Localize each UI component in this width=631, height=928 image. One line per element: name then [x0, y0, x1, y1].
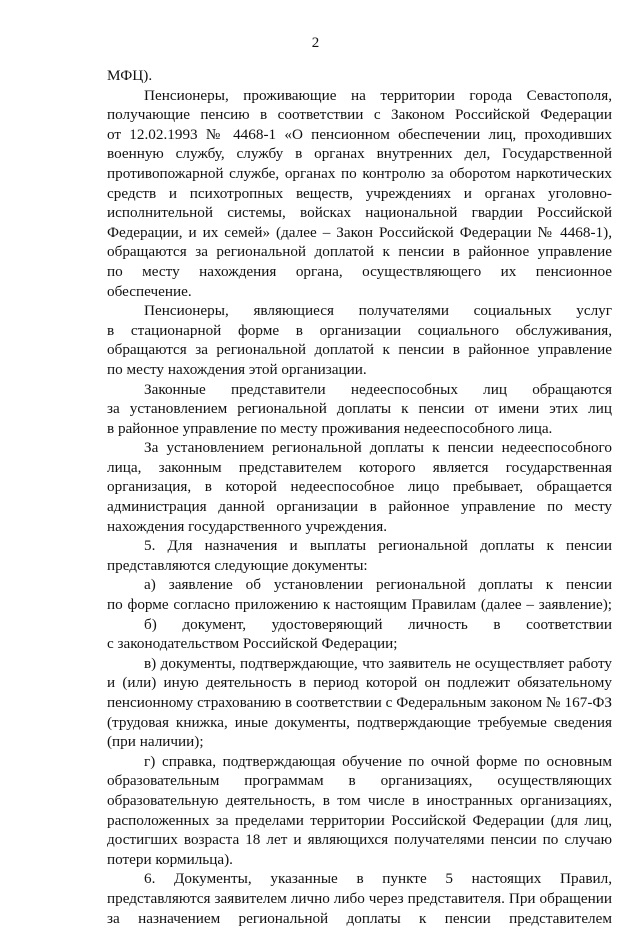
text-line: военную службу, службу в органах внутренних дел, Государственной: [107, 145, 612, 163]
text-line: За установлением региональной доплаты к пенсии недееспособного: [144, 439, 612, 457]
text-line: обращаются за региональной доплатой к пенсии в районное управление: [107, 243, 612, 261]
text-line: г) справка, подтверждающая обучение по очной форме по основным: [144, 752, 612, 770]
text-line: в стационарной форме в организации социального обслуживания,: [107, 321, 612, 339]
text-line: Законные представители недееспособных лиц обращаются: [144, 380, 612, 398]
text-line: расположенных за пределами территории Российской Федерации (для лиц,: [107, 811, 612, 829]
text-line: потери кормильца).: [107, 850, 233, 868]
text-line: 6. Документы, указанные в пункте 5 настоящих Правил,: [144, 870, 612, 888]
text-line: обращаются за региональной доплатой к пенсии в районное управление: [107, 341, 612, 359]
text-line: образовательным программам в организациях, осуществляющих: [107, 772, 612, 790]
text-line: (при наличии);: [107, 733, 204, 751]
text-line: нахождения государственного учреждения.: [107, 517, 388, 535]
text-line: противопожарной службе, органах по контролю за оборотом наркотических: [107, 164, 612, 182]
text-line: и (или) иную деятельность в период которой он подлежит обязательному: [107, 674, 612, 692]
text-line: за назначением региональной доплаты к пенсии представителем: [107, 909, 612, 927]
text-line: исполнительной системы, войсках национальной гвардии Российской: [107, 204, 612, 222]
text-line: организация, в которой недееспособное лицо пребывает, обращается: [107, 478, 612, 496]
text-line: от 12.02.1993 № 4468-1 «О пенсионном обеспечении лиц, проходивших: [107, 125, 612, 143]
text-line: образовательную деятельность, в том числе в иностранных организациях,: [107, 791, 612, 809]
text-line: Пенсионеры, проживающие на территории города Севастополя,: [144, 86, 612, 104]
document-body: [107, 66, 612, 928]
text-line: по месту нахождения этой организации.: [107, 360, 367, 378]
text-line: получающие пенсию в соответствии с Законом Российской Федерации: [107, 106, 612, 124]
text-line: обеспечение.: [107, 282, 192, 300]
text-line: а) заявление об установлении региональной доплаты к пенсии: [144, 576, 612, 594]
text-line: достигших возраста 18 лет и являющихся получателями пенсии по случаю: [107, 831, 612, 849]
text-line: пенсионному страхованию в соответствии с Федеральным законом № 167-ФЗ: [107, 694, 612, 711]
text-line: б) документ, удостоверяющий личность в соответствии: [144, 615, 612, 633]
text-line: 5. Для назначения и выплаты региональной доплаты к пенсии: [144, 537, 612, 555]
text-line: в) документы, подтверждающие, что заявитель не осуществляет работу: [144, 654, 612, 672]
text-line: МФЦ).: [107, 67, 153, 84]
text-line: представляются следующие документы:: [107, 556, 368, 574]
text-line: Пенсионеры, являющиеся получателями социальных услуг: [144, 302, 612, 320]
text-line: по форме согласно приложению к настоящим Правилам (далее – заявление);: [107, 596, 612, 614]
text-line: средств и психотропных веществ, учреждениях и органах уголовно-: [107, 184, 612, 202]
text-line: (трудовая книжка, иные документы, подтверждающие требуемые сведения: [107, 713, 612, 731]
text-line: Федерации, и их семей» (далее – Закон Российской Федерации № 4468-1),: [107, 223, 612, 241]
text-line: за установлением региональной доплаты к пенсии от имени этих лиц: [107, 400, 612, 418]
text-line: с законодательством Российской Федерации;: [107, 635, 398, 653]
text-line: администрация данной организации в районное управление по месту: [107, 498, 612, 516]
text-line: представляются заявителем лично либо через представителя. При обращении: [107, 889, 612, 907]
text-line: по месту нахождения органа, осуществляющего их пенсионное: [107, 262, 612, 280]
text-line: лица, законным представителем которого является государственная: [107, 458, 612, 476]
text-line: в районное управление по месту проживания недееспособного лица.: [107, 419, 553, 437]
page-number: 2: [311, 35, 320, 51]
